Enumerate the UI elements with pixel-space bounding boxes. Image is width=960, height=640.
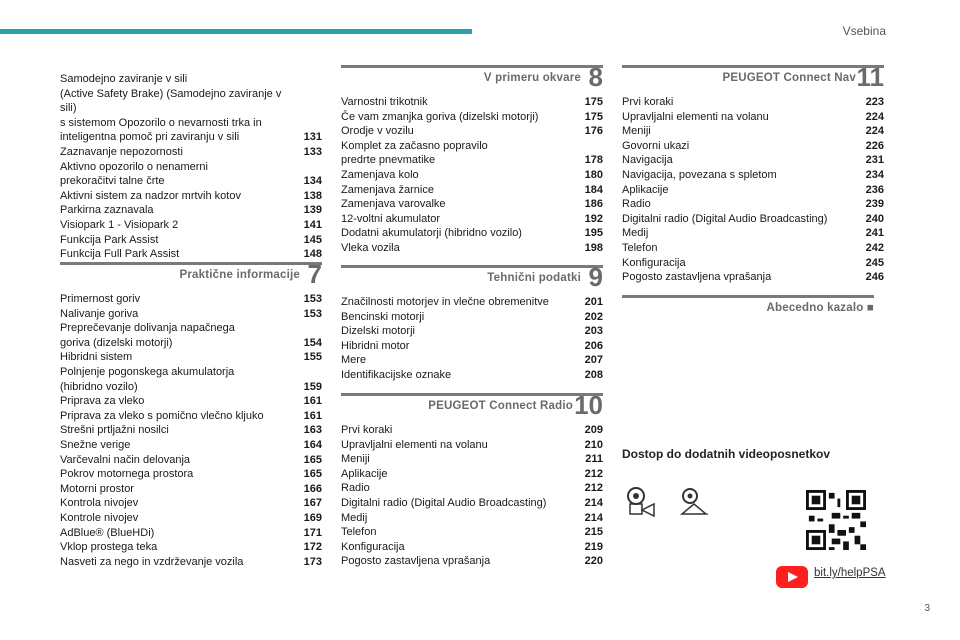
toc-entry-title: Prvi koraki bbox=[622, 96, 674, 108]
toc-entry-title: Komplet za začasno popravilo predrte pnevmatike bbox=[341, 139, 488, 167]
toc-entry[interactable] bbox=[341, 110, 603, 125]
toc-entry-page: 165 bbox=[303, 453, 322, 466]
toc-entry-title: Visiopark 1 - Visiopark 2 bbox=[60, 218, 179, 231]
toc-entry-page: 165 bbox=[303, 468, 322, 481]
toc-entry-page: 166 bbox=[303, 482, 322, 495]
toc-entry-page: 173 bbox=[303, 555, 322, 568]
section-header bbox=[60, 259, 322, 289]
help-link[interactable]: bit.ly/helpPSA bbox=[814, 567, 886, 579]
toc-entry-page: 240 bbox=[865, 212, 884, 225]
section-items bbox=[622, 95, 884, 285]
toc-entry-page: 214 bbox=[584, 496, 603, 509]
toc-entry[interactable] bbox=[622, 183, 884, 198]
toc-entry[interactable] bbox=[622, 197, 884, 212]
page-number: 3 bbox=[924, 603, 930, 614]
toc-entry-title: Bencinski motorji bbox=[341, 310, 425, 323]
toc-entry-page: 209 bbox=[584, 424, 603, 436]
toc-entry-title: Upravljalni elementi na volanu bbox=[622, 110, 769, 123]
toc-entry-title: Telefon bbox=[341, 526, 377, 539]
toc-entry-page: 195 bbox=[584, 227, 603, 240]
toc-entry-title: Kontrola nivojev bbox=[60, 497, 139, 510]
toc-entry-page: 175 bbox=[584, 96, 603, 108]
toc-entry-title: Meniji bbox=[341, 453, 370, 466]
toc-entry-title: Navigacija bbox=[622, 154, 673, 167]
toc-entry[interactable] bbox=[341, 554, 603, 569]
toc-entry-page: 171 bbox=[303, 526, 322, 539]
toc-entry-page: 220 bbox=[584, 555, 603, 568]
qr-code-icon[interactable] bbox=[806, 490, 866, 550]
toc-entry-page: 133 bbox=[303, 145, 322, 158]
toc-entry-title: Vleka vozila bbox=[341, 241, 400, 254]
toc-entry-page: 231 bbox=[865, 154, 884, 167]
toc-entry-page: 169 bbox=[303, 511, 322, 524]
toc-entry[interactable] bbox=[341, 540, 603, 555]
toc-entry-title: Vklop prostega teka bbox=[60, 541, 158, 554]
section-title: Praktične informacije bbox=[179, 269, 300, 281]
toc-entry-page: 234 bbox=[865, 168, 884, 181]
toc-entry-title: Dizelski motorji bbox=[341, 325, 415, 338]
toc-entry-title: Pogosto zastavljena vprašanja bbox=[341, 555, 491, 568]
toc-entry[interactable] bbox=[60, 555, 322, 570]
video-heading: Dostop do dodatnih videoposnetkov bbox=[622, 447, 830, 461]
toc-entry[interactable] bbox=[60, 247, 322, 262]
toc-entry-title: Medij bbox=[622, 227, 649, 240]
toc-entry[interactable] bbox=[622, 124, 884, 139]
toc-entry-page: 212 bbox=[584, 482, 603, 495]
toc-entry[interactable] bbox=[341, 212, 603, 227]
toc-entry-page: 153 bbox=[303, 307, 322, 320]
section-number: 10 bbox=[574, 390, 603, 420]
toc-entry[interactable] bbox=[341, 353, 603, 368]
toc-entry-title: Snežne verige bbox=[60, 438, 131, 451]
toc-entry-title: Nalivanje goriva bbox=[60, 307, 139, 320]
toc-entry-page: 163 bbox=[303, 424, 322, 437]
toc-entry[interactable] bbox=[622, 256, 884, 271]
toc-section-7 bbox=[60, 259, 322, 569]
section-number: 8 bbox=[588, 62, 603, 92]
toc-entry[interactable] bbox=[60, 365, 322, 394]
wrench-video-icon[interactable] bbox=[678, 486, 712, 520]
toc-entry[interactable] bbox=[341, 438, 603, 453]
toc-entry[interactable] bbox=[341, 310, 603, 325]
section-divider bbox=[622, 65, 884, 68]
toc-entry[interactable] bbox=[622, 139, 884, 154]
toc-entry[interactable] bbox=[341, 368, 603, 383]
toc-entry[interactable] bbox=[60, 482, 322, 497]
toc-entry-title: Aktivno opozorilo o nenamerni prekoračitvi talne črte bbox=[60, 160, 208, 188]
toc-entry-page: 186 bbox=[584, 198, 603, 211]
toc-entry-title: Hibridni sistem bbox=[60, 351, 133, 364]
toc-entry[interactable] bbox=[60, 511, 322, 526]
toc-entry-page: 192 bbox=[584, 212, 603, 225]
toc-entry[interactable] bbox=[341, 511, 603, 526]
toc-entry-page: 208 bbox=[584, 368, 603, 381]
section-divider bbox=[341, 65, 603, 68]
toc-entry-page: 161 bbox=[303, 409, 322, 422]
toc-entry[interactable] bbox=[60, 72, 322, 145]
toc-entry-title: Primernost goriv bbox=[60, 293, 141, 305]
toc-entry-page: 184 bbox=[584, 183, 603, 196]
toc-entry-page: 172 bbox=[303, 541, 322, 554]
toc-entry-title: Zaznavanje nepozornosti bbox=[60, 145, 183, 158]
section-items bbox=[60, 292, 322, 569]
section-title[interactable]: Abecedno kazalo ■ bbox=[766, 302, 874, 314]
toc-entry-title: Aplikacije bbox=[622, 183, 669, 196]
toc-entry-page: 219 bbox=[584, 540, 603, 553]
toc-entry-page: 201 bbox=[584, 296, 603, 308]
section-divider bbox=[341, 265, 603, 268]
section-header bbox=[622, 295, 874, 321]
toc-entry-title: Zamenjava žarnice bbox=[341, 183, 434, 196]
toc-entry[interactable] bbox=[341, 197, 603, 212]
page-header-title: Vsebina bbox=[842, 24, 886, 38]
toc-entry[interactable] bbox=[622, 270, 884, 285]
toc-entry-title: Radio bbox=[622, 198, 651, 211]
toc-entry-page: 223 bbox=[865, 96, 884, 108]
toc-entry[interactable] bbox=[60, 218, 322, 233]
toc-entry-page: 210 bbox=[584, 438, 603, 451]
section-header bbox=[341, 62, 603, 92]
toc-entry-title: Kontrole nivojev bbox=[60, 511, 139, 524]
toc-entry-title: Samodejno zaviranje v sili (Active Safety Brake) (Samodejno zaviranje v sili) s sistemom Opozorilo o nevarnosti trka in inteligentna pomoč pri zaviranju v sili bbox=[60, 73, 282, 144]
toc-entry[interactable] bbox=[622, 153, 884, 168]
toc-entry-page: 167 bbox=[303, 497, 322, 510]
toc-entry[interactable] bbox=[622, 226, 884, 241]
toc-entry[interactable] bbox=[622, 212, 884, 227]
toc-section-10 bbox=[341, 390, 603, 569]
section-divider bbox=[341, 393, 603, 396]
toc-entry-title: Priprava za vleko bbox=[60, 395, 145, 408]
toc-entry-page: 242 bbox=[865, 241, 884, 254]
toc-entry[interactable] bbox=[622, 95, 884, 110]
toc-entry[interactable] bbox=[341, 241, 603, 256]
toc-entry[interactable] bbox=[622, 168, 884, 183]
toc-entry-page: 159 bbox=[303, 380, 322, 393]
toc-entry-page: 224 bbox=[865, 110, 884, 123]
toc-entry[interactable] bbox=[60, 189, 322, 204]
toc-entry-page: 145 bbox=[303, 233, 322, 246]
toc-entry[interactable] bbox=[60, 423, 322, 438]
section-divider bbox=[622, 295, 874, 298]
toc-entry[interactable] bbox=[60, 203, 322, 218]
toc-entry-page: 131 bbox=[303, 131, 322, 144]
toc-entry-title: Parkirna zaznavala bbox=[60, 204, 154, 217]
toc-entry-page: 207 bbox=[584, 354, 603, 367]
section-items bbox=[341, 423, 603, 569]
toc-entry[interactable] bbox=[341, 295, 603, 310]
section-number: 9 bbox=[588, 262, 603, 292]
toc-section-11 bbox=[622, 62, 884, 285]
toc-entry-page: 224 bbox=[865, 125, 884, 138]
toc-entry-title: Pokrov motornega prostora bbox=[60, 468, 194, 481]
toc-entry-page: 241 bbox=[865, 227, 884, 240]
toc-entry-title: Varnostni trikotnik bbox=[341, 96, 428, 108]
toc-entry-page: 203 bbox=[584, 325, 603, 338]
section-number: 11 bbox=[856, 62, 884, 92]
toc-entry-title: Radio bbox=[341, 482, 370, 495]
toc-entry-page: 226 bbox=[865, 139, 884, 152]
toc-entry-page: 239 bbox=[865, 198, 884, 211]
toc-entry[interactable] bbox=[341, 226, 603, 241]
toc-entry-page: 139 bbox=[303, 204, 322, 217]
toc-entry-page: 214 bbox=[584, 511, 603, 524]
section-header bbox=[341, 390, 603, 420]
toc-entry-title: Digitalni radio (Digital Audio Broadcasting) bbox=[341, 496, 547, 509]
toc-entry-page: 164 bbox=[303, 438, 322, 451]
toc-section-index[interactable] bbox=[622, 295, 874, 325]
toc-entry-title: Značilnosti motorjev in vlečne obremenitve bbox=[341, 296, 549, 308]
toc-entry-page: 180 bbox=[584, 168, 603, 181]
section-title: PEUGEOT Connect Nav bbox=[722, 72, 856, 84]
toc-entry-title: Hibridni motor bbox=[341, 339, 410, 352]
toc-entry-title: Medij bbox=[341, 511, 368, 524]
toc-entry-title: Nasveti za nego in vzdrževanje vozila bbox=[60, 555, 244, 568]
toc-entry-title: Aplikacije bbox=[341, 467, 388, 480]
toc-entry[interactable] bbox=[60, 526, 322, 541]
toc-entry-title: Orodje v vozilu bbox=[341, 125, 414, 138]
toc-entry[interactable] bbox=[60, 233, 322, 248]
toc-entry-page: 236 bbox=[865, 183, 884, 196]
toc-entry-page: 178 bbox=[584, 154, 603, 167]
toc-entry[interactable] bbox=[341, 183, 603, 198]
toc-entry-title: Zamenjava varovalke bbox=[341, 198, 446, 211]
toc-entry-title: Telefon bbox=[622, 241, 658, 254]
toc-entry-title: 12-voltni akumulator bbox=[341, 212, 441, 225]
toc-entry-page: 215 bbox=[584, 526, 603, 539]
toc-entry[interactable] bbox=[60, 145, 322, 160]
toc-entry-page: 153 bbox=[303, 293, 322, 305]
toc-entry[interactable] bbox=[341, 95, 603, 110]
toc-entry-title: Motorni prostor bbox=[60, 482, 134, 495]
toc-entry-title: Upravljalni elementi na volanu bbox=[341, 438, 488, 451]
toc-entry-title: Preprečevanje dolivanja napačnega goriva (dizelski motorji) bbox=[60, 322, 235, 349]
toc-entry-title: Prvi koraki bbox=[341, 424, 393, 436]
toc-entry[interactable] bbox=[60, 540, 322, 555]
toc-entry-title: Dodatni akumulatorji (hibridno vozilo) bbox=[341, 227, 522, 240]
toc-entry[interactable] bbox=[341, 139, 603, 168]
toc-entry-page: 175 bbox=[584, 110, 603, 123]
toc-entry[interactable] bbox=[60, 409, 322, 424]
toc-entry-title: Konfiguracija bbox=[622, 256, 686, 269]
toc-entry[interactable] bbox=[341, 423, 603, 438]
toc-entry[interactable] bbox=[60, 160, 322, 189]
toc-entry[interactable] bbox=[341, 124, 603, 139]
toc-entry[interactable] bbox=[622, 241, 884, 256]
toc-entry-title: Zamenjava kolo bbox=[341, 168, 419, 181]
toc-entry[interactable] bbox=[60, 438, 322, 453]
toc-entry-title: AdBlue® (BlueHDi) bbox=[60, 526, 155, 539]
toc-entry[interactable] bbox=[60, 350, 322, 365]
toc-entry-title: Priprava za vleko s pomično vlečno kljuko bbox=[60, 409, 264, 422]
section-title: V primeru okvare bbox=[483, 72, 581, 84]
toc-entry-page: 211 bbox=[585, 453, 603, 466]
toc-entry-page: 198 bbox=[584, 241, 603, 254]
toc-entry-page: 141 bbox=[303, 218, 322, 231]
section-header bbox=[622, 62, 884, 92]
toc-entry-page: 206 bbox=[584, 339, 603, 352]
toc-entry-title: Digitalni radio (Digital Audio Broadcasting) bbox=[622, 212, 828, 225]
section-divider bbox=[60, 262, 322, 265]
toc-entry-title: Mere bbox=[341, 354, 367, 367]
toc-entry-title: Govorni ukazi bbox=[622, 139, 690, 152]
toc-entry[interactable] bbox=[341, 481, 603, 496]
toc-entry[interactable] bbox=[60, 496, 322, 511]
section-title: PEUGEOT Connect Radio bbox=[428, 400, 573, 412]
toc-entry-page: 148 bbox=[303, 248, 322, 261]
toc-entry-title: Identifikacijske oznake bbox=[341, 368, 452, 381]
section-title: Tehnični podatki bbox=[487, 272, 581, 284]
toc-entry[interactable] bbox=[60, 467, 322, 482]
toc-entry[interactable] bbox=[341, 525, 603, 540]
section-number: 7 bbox=[307, 259, 322, 289]
toc-entry-title: Konfiguracija bbox=[341, 540, 405, 553]
toc-entry-page: 154 bbox=[303, 336, 322, 349]
toc-entry[interactable] bbox=[622, 110, 884, 125]
toc-entry-page: 212 bbox=[584, 467, 603, 480]
video-tutorial-icon[interactable] bbox=[626, 486, 658, 520]
toc-entry-title: Meniji bbox=[622, 125, 651, 138]
toc-section-9 bbox=[341, 262, 603, 383]
toc-entry[interactable] bbox=[341, 452, 603, 467]
toc-entry-page: 202 bbox=[584, 310, 603, 323]
toc-entry[interactable] bbox=[341, 324, 603, 339]
toc-entry[interactable] bbox=[341, 496, 603, 511]
section-items bbox=[341, 95, 603, 256]
toc-entry[interactable] bbox=[60, 292, 322, 307]
toc-entry-title: Funkcija Park Assist bbox=[60, 233, 159, 246]
toc-entry[interactable] bbox=[60, 394, 322, 409]
section-items bbox=[341, 295, 603, 383]
toc-entry-page: 134 bbox=[303, 175, 322, 188]
toc-entry-page: 155 bbox=[303, 351, 322, 364]
header-accent-bar bbox=[0, 29, 472, 34]
toc-section-8 bbox=[341, 62, 603, 256]
toc-entry[interactable] bbox=[60, 307, 322, 322]
toc-entry-title: Pogosto zastavljena vprašanja bbox=[622, 271, 772, 284]
toc-entry-title: Aktivni sistem za nadzor mrtvih kotov bbox=[60, 189, 241, 202]
toc-entry-page: 176 bbox=[584, 125, 603, 138]
toc-entry[interactable] bbox=[60, 321, 322, 350]
toc-entry[interactable] bbox=[341, 168, 603, 183]
toc-entry-page: 138 bbox=[303, 189, 322, 202]
toc-entry-title: Varčevalni način delovanja bbox=[60, 453, 191, 466]
section-header bbox=[341, 262, 603, 292]
toc-column-1-top bbox=[60, 72, 322, 262]
toc-entry[interactable] bbox=[60, 453, 322, 468]
toc-entry[interactable] bbox=[341, 467, 603, 482]
toc-entry-title: Navigacija, povezana s spletom bbox=[622, 168, 777, 181]
toc-entry-page: 246 bbox=[865, 271, 884, 284]
toc-entry-page: 161 bbox=[303, 395, 322, 408]
toc-entry-page: 245 bbox=[865, 256, 884, 269]
toc-entry-title: Strešni prtljažni nosilci bbox=[60, 424, 169, 437]
youtube-icon[interactable] bbox=[776, 566, 808, 588]
toc-entry[interactable] bbox=[341, 339, 603, 354]
toc-entry-title: Polnjenje pogonskega akumulatorja (hibridno vozilo) bbox=[60, 365, 235, 393]
toc-entry-title: Če vam zmanjka goriva (dizelski motorji) bbox=[341, 110, 539, 123]
toc-entry-title: Funkcija Full Park Assist bbox=[60, 248, 180, 261]
